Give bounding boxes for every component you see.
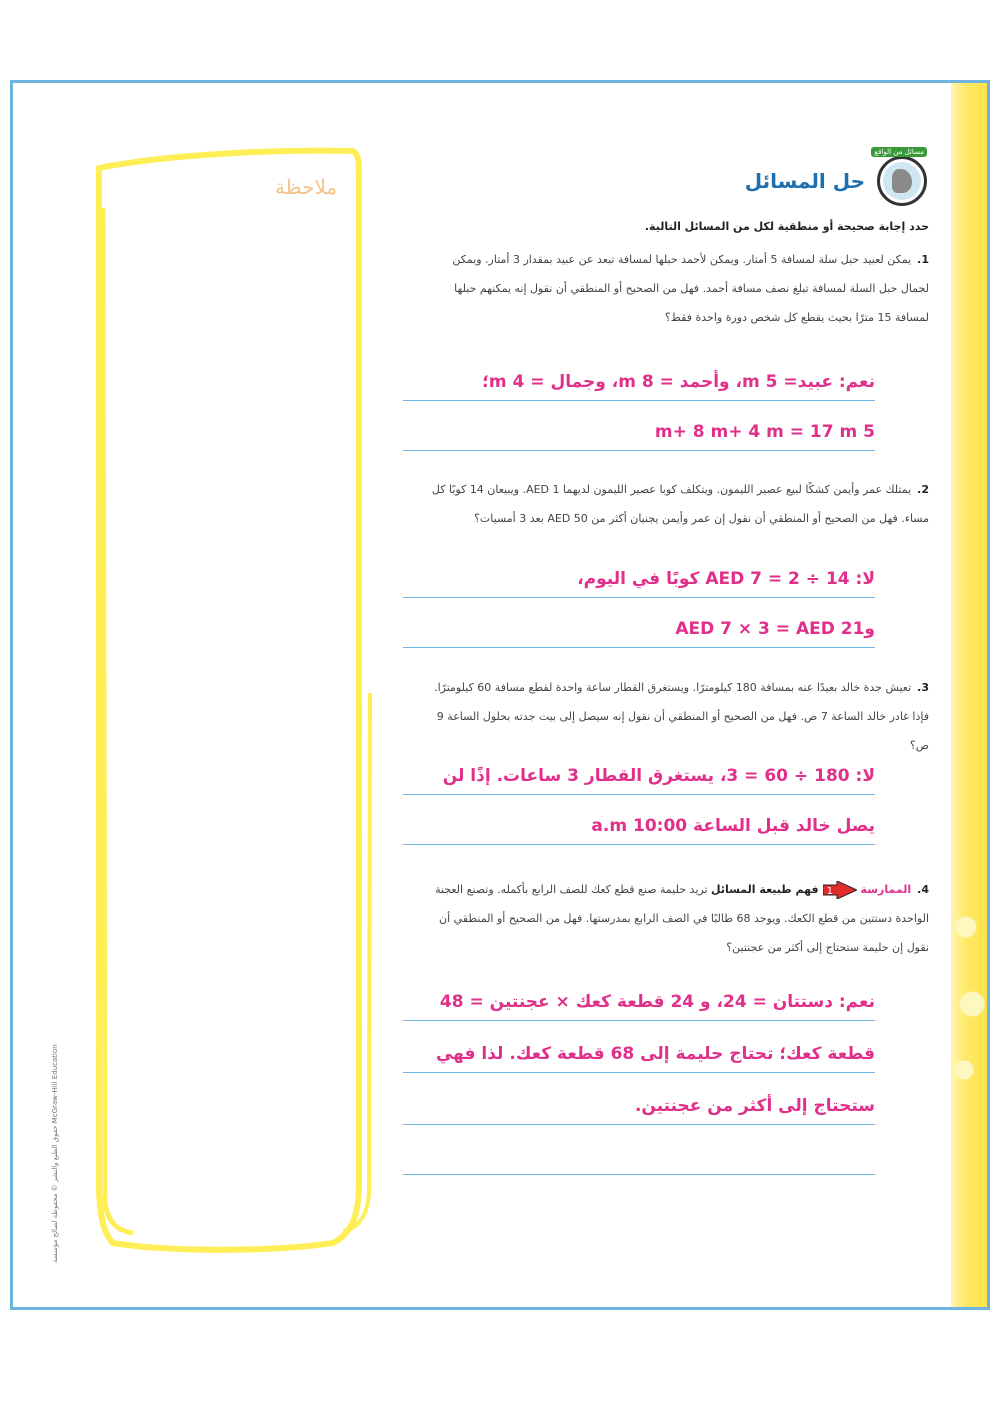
answer-line: ستحتاج إلى أكثر من عجنتين. bbox=[403, 1085, 875, 1125]
answer-line: وAED 7 × 3 = AED 21 bbox=[403, 608, 875, 648]
problem-number: 2. bbox=[917, 483, 929, 496]
globe-tag: مسائل من الواقع bbox=[871, 147, 927, 157]
problem-emphasis: فهم طبيعة المسائل bbox=[711, 883, 819, 896]
problem-text: تريد حليمة صنع قطع كعك للصف الرابع بأكمله. وتصنع العجنة الواحدة دستتين من قطع الكعك. ويوجد 68 طالبًا في الصف الرابع بمدرستها. فهل من الصحيح أو المنطقي أن نقول إن حليمة ستحتاج إلى أكثر من عجنتين؟ bbox=[435, 883, 929, 954]
problem-2 bbox=[424, 475, 929, 533]
answer-line: نعم: عبيد= 5 m، وأحمد = 8 m، وجمال = 4 m؛ bbox=[403, 361, 875, 401]
red-arrow-icon bbox=[823, 881, 857, 899]
answer-line: نعم: دستتان = 24، و 24 قطعة كعك × عجنتين = 48 bbox=[403, 981, 875, 1021]
notes-label: ملاحظة bbox=[275, 175, 338, 199]
blank-answer-line bbox=[403, 1173, 875, 1175]
problem-number: 1. bbox=[917, 253, 929, 266]
problem-4 bbox=[424, 875, 929, 962]
answer-line: قطعة كعك؛ تحتاج حليمة إلى 68 قطعة كعك. لذا فهي bbox=[403, 1033, 875, 1073]
section-header bbox=[745, 151, 927, 211]
answer-line: لا: AED 7 = 2 ÷ 14 كوبًا في اليوم، bbox=[403, 558, 875, 598]
problem-1 bbox=[424, 245, 929, 332]
section-title: حل المسائل bbox=[744, 169, 865, 193]
practice-label: الممارسة bbox=[860, 883, 912, 896]
problem-number: 4. bbox=[917, 883, 929, 896]
worksheet-page bbox=[10, 80, 990, 1310]
globe-tag-wrap bbox=[871, 139, 927, 158]
problem-3 bbox=[424, 673, 929, 760]
problem-text: تعيش جدة خالد بعيدًا عنه بمسافة 180 كيلومترًا. ويستغرق القطار ساعة واحدة لقطع مسافة 60 كيلومترًا. فإذا غادر خالد الساعة 7 ص. فهل من الصحيح أو المنطقي أن نقول إنه سيصل إلى بيت جدته بحلول الساعة 9 ص؟ bbox=[434, 681, 929, 752]
problem-text: يمتلك عمر وأيمن كشكًا لبيع عصير الليمون. ويتكلف كوبا عصير الليمون لديهما AED 1. ويبيعان 14 كوبًا كل مساء. فهل من الصحيح أو المنطقي أن نقول إن عمر وأيمن يجنيان أكثر من AED 50 بعد 3 أمسيات؟ bbox=[431, 483, 929, 525]
problem-text: يمكن لعبيد حبل سلة لمسافة 5 أمتار. ويمكن لأحمد حبلها لمسافة تبعد عن عبيد بمقدار 3 أمتار. ويمكن لجمال حبل السلة لمسافة تبلغ نصف مسافة أحمد. فهل من الصحيح أو المنطقي أن نقول إنه يمكنهم حبلها لمسافة 15 مترًا بحيث يقطع كل شخص دورة واحدة فقط؟ bbox=[452, 253, 929, 324]
globe-icon bbox=[877, 156, 927, 206]
problem-number: 3. bbox=[917, 681, 929, 694]
badge-number: 1 bbox=[826, 886, 833, 897]
answer-line: يصل خالد قبل الساعة 10:00 a.m bbox=[403, 805, 875, 845]
answer-line: لا: 180 ÷ 60 = 3، يستغرق القطار 3 ساعات. إذًا لن bbox=[403, 755, 875, 795]
answer-line: 5 m+ 8 m+ 4 m = 17 m bbox=[403, 411, 875, 451]
instruction-text: حدد إجابة صحيحة أو منطقية لكل من المسائل التالية. bbox=[644, 220, 929, 233]
copyright-text: حقوق الطبع والنشر © محفوظة لصالح مؤسسة McGraw-Hill Education bbox=[51, 1044, 59, 1263]
